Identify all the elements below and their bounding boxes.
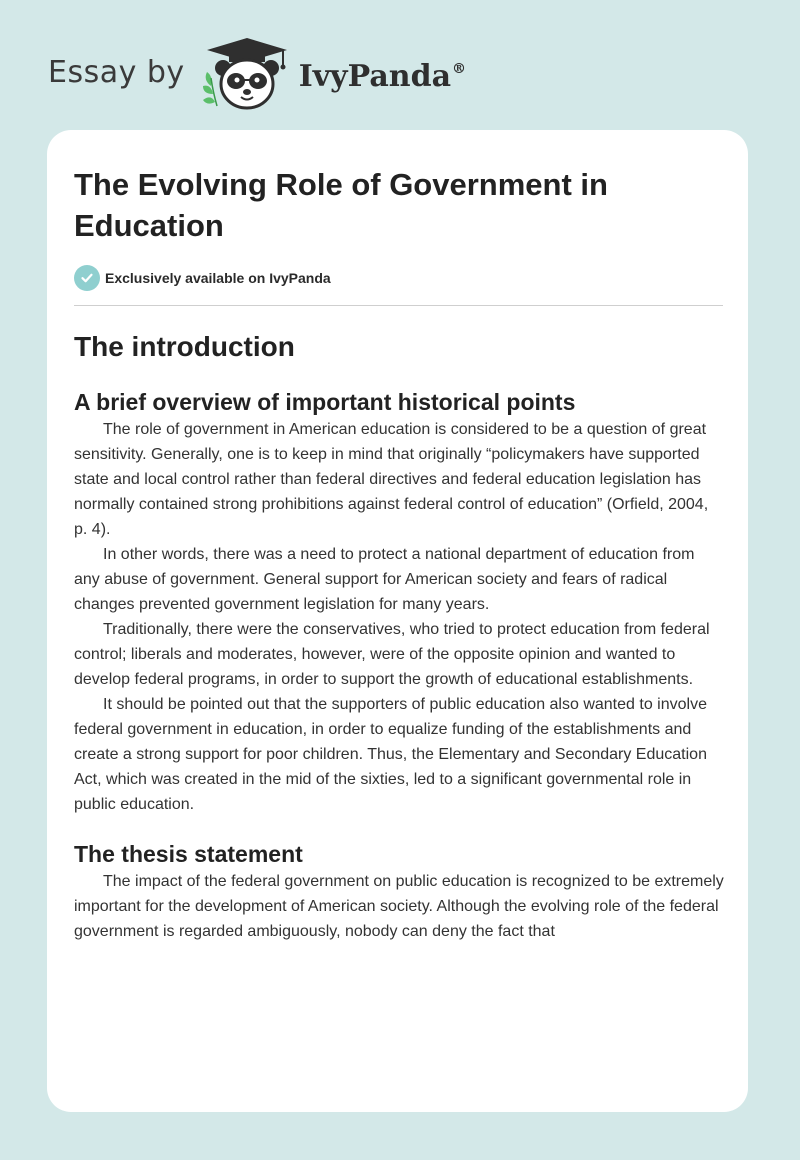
document-card xyxy=(47,130,748,1112)
paragraph: In other words, there was a need to protect a national department of education from any abuse of government. General support for American society and fears of radical changes prevented government legislation for many years. xyxy=(74,546,695,613)
document-body xyxy=(74,130,724,944)
subheading-thesis-statement: The thesis statement xyxy=(74,841,303,867)
site-header xyxy=(48,34,466,114)
panda-graduate-icon xyxy=(199,34,295,114)
exclusive-label: Exclusively available on IvyPanda xyxy=(105,270,331,286)
registered-mark: ® xyxy=(452,60,467,77)
essay-by-label: Essay by xyxy=(48,54,185,90)
divider xyxy=(74,305,723,306)
check-circle-icon xyxy=(74,265,100,291)
section-heading-introduction: The introduction xyxy=(74,331,295,362)
exclusive-badge xyxy=(74,264,724,292)
paragraph: The role of government in American education is considered to be a question of great sensitivity. Generally, one is to keep in mind that originally “policymakers have supported state and local control rather than federal directives and federal education legislation has normally contained strong prohibitions against federal control of education” (Orfield, 2004, p. 4). xyxy=(74,421,709,538)
subheading-historical-points: A brief overview of important historical points xyxy=(74,389,576,415)
page-title: The Evolving Role of Government in Education xyxy=(74,167,608,243)
paragraph: The impact of the federal government on public education is recognized to be extremely important for the development of American society. Although the evolving role of the federal government is regarded ambiguously, nobody can deny the fact that xyxy=(74,873,724,940)
paragraph: Traditionally, there were the conservatives, who tried to protect education from federal control; liberals and moderates, however, were of the opposite opinion and wanted to develop federal programs, in order to support the growth of educational establishments. xyxy=(74,621,710,688)
paragraph: It should be pointed out that the supporters of public education also wanted to involve federal government in education, in order to equalize funding of the establishments and create a strong support for poor children. Thus, the Elementary and Secondary Education Act, which was created in the mid of the sixties, led to a significant governmental role in public education. xyxy=(74,696,707,813)
brand-name[interactable]: IvyPanda® xyxy=(298,58,467,94)
